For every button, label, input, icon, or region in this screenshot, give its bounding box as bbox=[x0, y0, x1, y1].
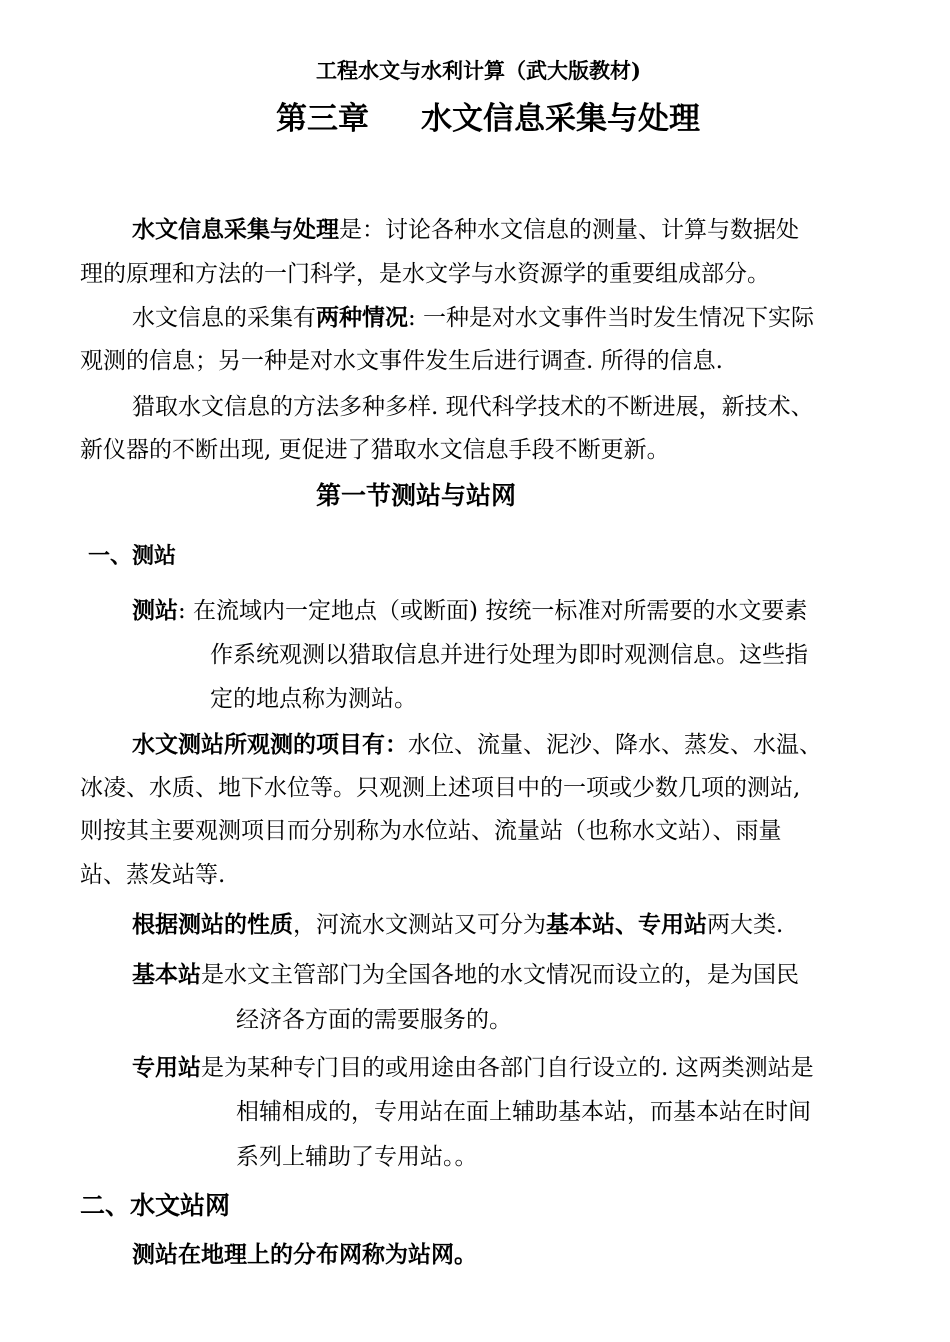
basic-station-text: 是水文主管部门为全国各地的水文情况而设立的，是为国民 bbox=[201, 962, 799, 988]
station-types-term: 基本站、专用站 bbox=[546, 911, 707, 938]
observation-items-line-4: 站、蒸发站等. bbox=[80, 862, 226, 888]
special-station-line-3: 系列上辅助了专用站。。 bbox=[236, 1144, 478, 1170]
section-title: 第一节测站与站网 bbox=[316, 481, 517, 510]
intro-paragraph-1-line-1 bbox=[132, 215, 799, 245]
observation-items-term: 水文测站所观测的项目有： bbox=[132, 731, 408, 758]
station-term: 测站 bbox=[132, 597, 178, 624]
nature-text: ，河流水文测站又可分为 bbox=[293, 912, 546, 938]
intro-text: 水文信息的采集有 bbox=[132, 305, 316, 331]
nature-text: 两大类. bbox=[707, 912, 784, 938]
intro-term: 水文信息采集与处理 bbox=[132, 216, 339, 243]
special-station-line-2: 相辅相成的，专用站在面上辅助基本站，而基本站在时间 bbox=[236, 1099, 811, 1125]
chapter-label: 第三章 bbox=[276, 101, 369, 137]
intro-paragraph-1-line-2: 理的原理和方法的一门科学，是水文学与水资源学的重要组成部分。 bbox=[80, 261, 770, 287]
intro-paragraph-2-line-1 bbox=[132, 303, 814, 333]
observation-items-line-3: 则按其主要观测项目而分别称为水位站、流量站（也称水文站）、雨量 bbox=[80, 818, 782, 844]
definition-text: : 在流域内一定地点（或断面) 按统一标准对所需要的水文要素 bbox=[178, 598, 808, 624]
intro-paragraph-3-line-2: 新仪器的不断出现, 更促进了猎取水文信息手段不断更新。 bbox=[80, 437, 670, 463]
intro-paragraph-3-line-1: 猎取水文信息的方法多种多样. 现代科学技术的不断进展，新技术、 bbox=[132, 394, 814, 420]
special-station-text: 是为某种专门目的或用途由各部门自行设立的. 这两类测站是 bbox=[201, 1055, 814, 1081]
nature-term: 根据测站的性质 bbox=[132, 911, 293, 938]
intro-text: : 一种是对水文事件当时发生情况下实际 bbox=[408, 305, 815, 331]
station-network-definition: 测站在地理上的分布网称为站网。 bbox=[132, 1241, 477, 1268]
chapter-title bbox=[276, 99, 700, 139]
station-definition-line-2: 作系统观测以猎取信息并进行处理为即时观测信息。这些指 bbox=[210, 642, 808, 668]
book-subtitle: 工程水文与水利计算（武大版教材) bbox=[316, 58, 641, 83]
subsection-heading-stations: 一、测站 bbox=[88, 543, 177, 569]
special-station-line-1 bbox=[132, 1053, 814, 1083]
basic-station-line-2: 经济各方面的需要服务的。 bbox=[236, 1007, 512, 1033]
basic-station-line-1 bbox=[132, 960, 799, 990]
special-station-term: 专用站 bbox=[132, 1054, 201, 1081]
two-cases-term: 两种情况 bbox=[316, 304, 408, 331]
station-definition-line-3: 定的地点称为测站。 bbox=[210, 686, 417, 712]
subsection-heading-station-network: 二、水文站网 bbox=[80, 1191, 231, 1220]
observation-items-line-2: 冰凌、水质、地下水位等。只观测上述项目中的一项或少数几项的测站, bbox=[80, 775, 801, 801]
station-nature-line bbox=[132, 910, 783, 940]
observation-items-line-1 bbox=[132, 730, 822, 760]
intro-paragraph-2-line-2: 观测的信息；另一种是对水文事件发生后进行调查. 所得的信息. bbox=[80, 348, 723, 374]
intro-text: 是：讨论各种水文信息的测量、计算与数据处 bbox=[339, 217, 799, 243]
basic-station-term: 基本站 bbox=[132, 961, 201, 988]
station-definition-line-1 bbox=[132, 596, 807, 626]
observation-items-text: 水位、流量、泥沙、降水、蒸发、水温、 bbox=[408, 732, 822, 758]
chapter-name: 水文信息采集与处理 bbox=[421, 101, 700, 137]
